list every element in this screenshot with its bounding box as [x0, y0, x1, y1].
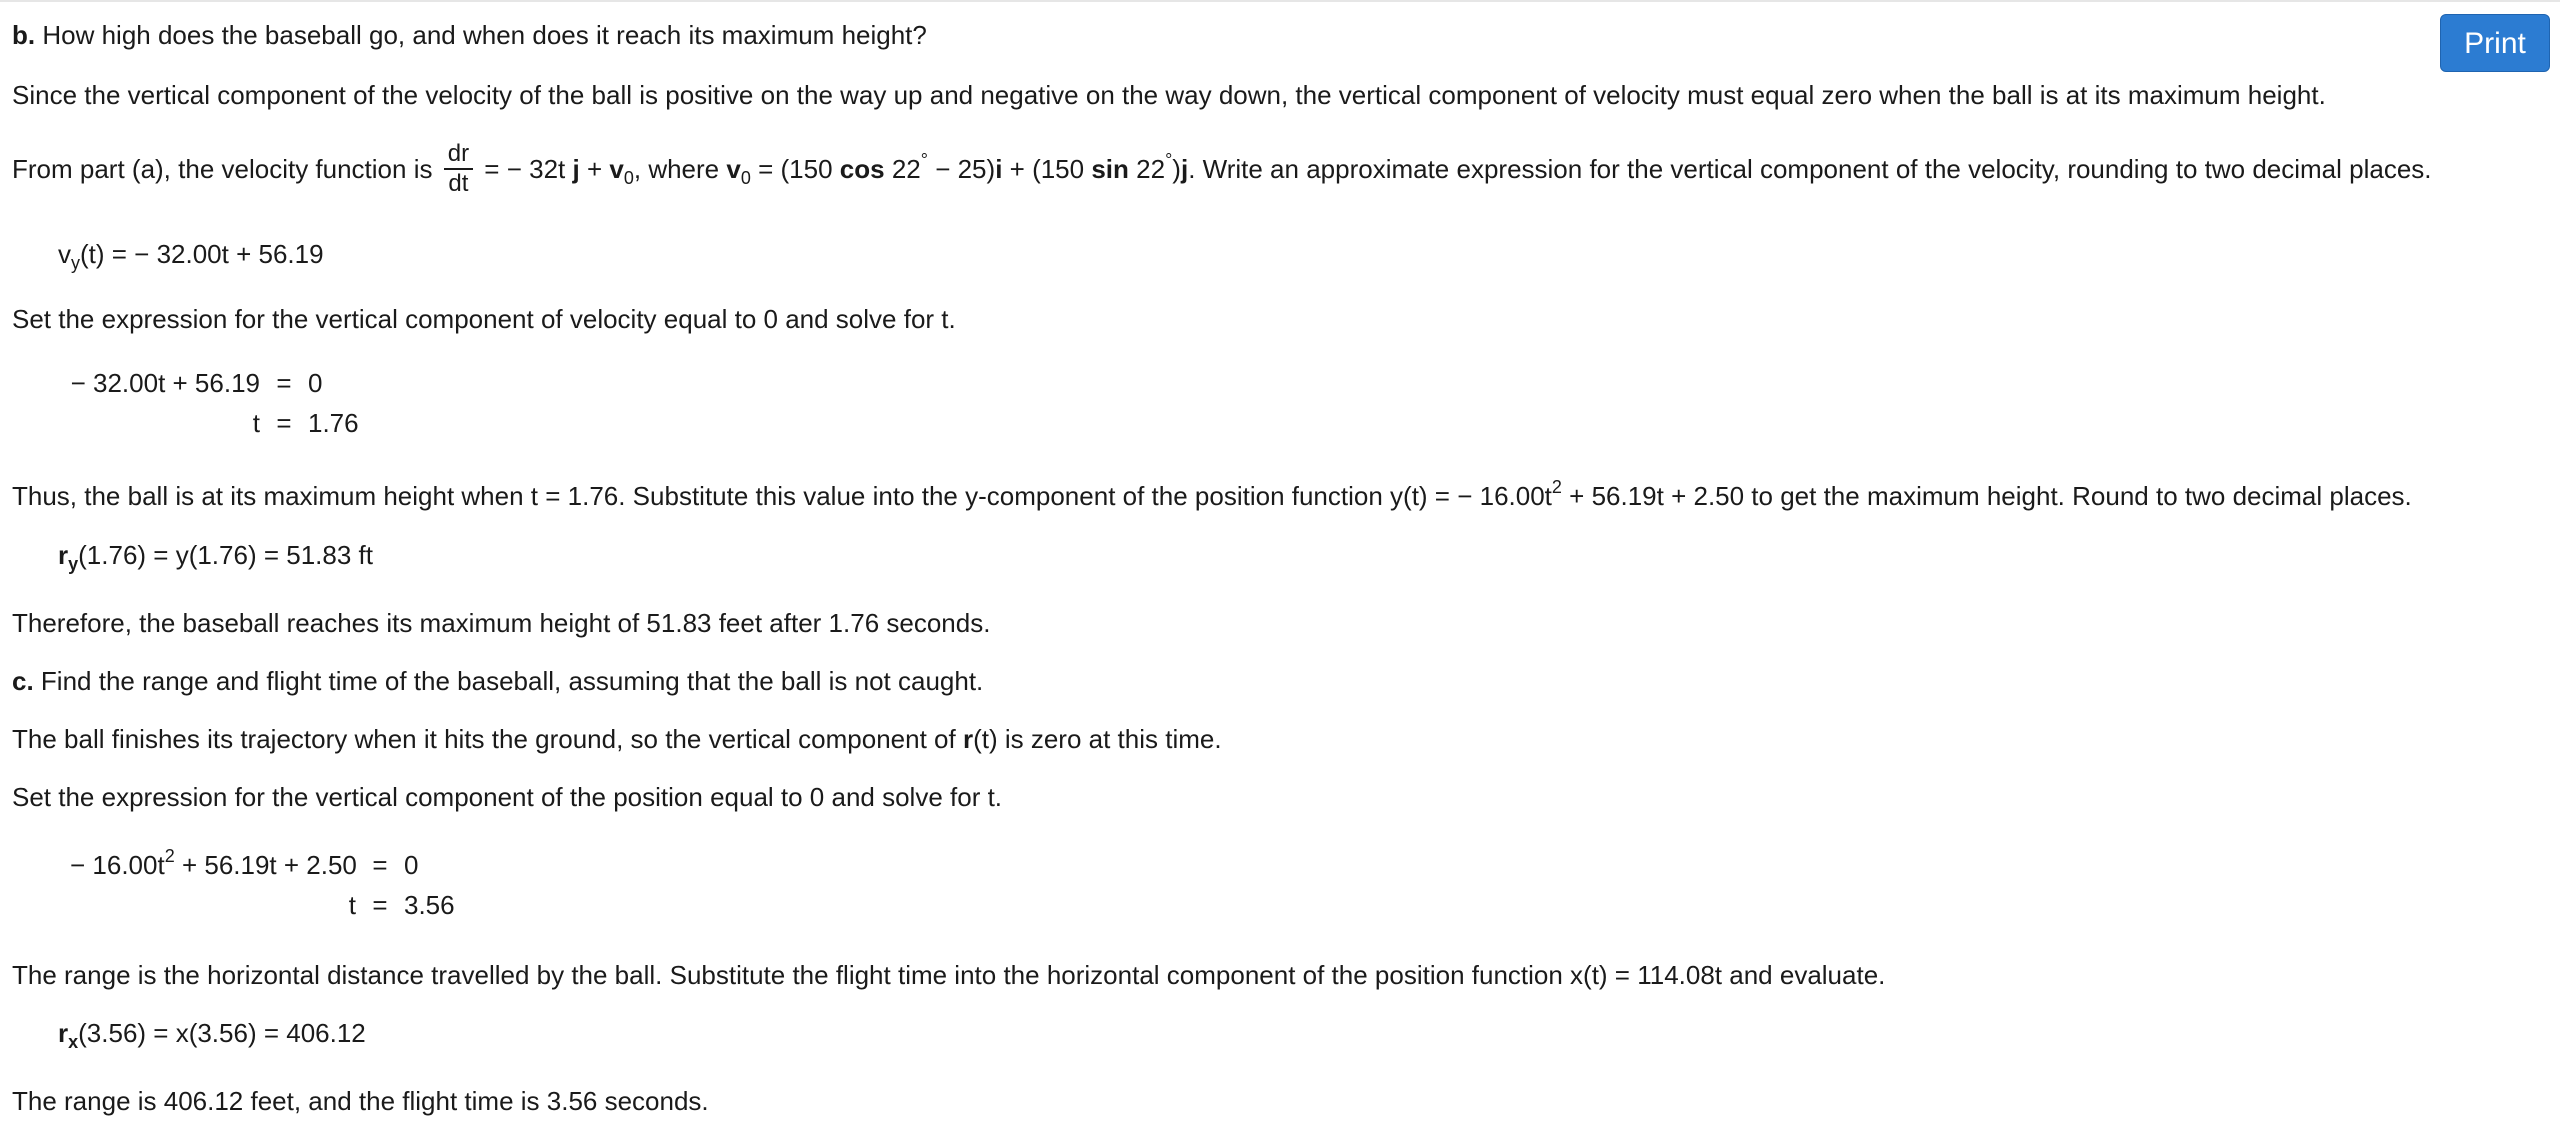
ry-rhs: (1.76) = y(1.76) = 51.83 ft — [78, 540, 373, 570]
fraction-numerator: dr — [447, 140, 470, 167]
thus-post: + 56.19t + 2.50 to get the maximum height. Round to two decimal places. — [1569, 481, 2412, 511]
thus-superscript: 2 — [1551, 477, 1562, 497]
rx-rhs: (3.56) = x(3.56) = 406.12 — [78, 1018, 366, 1048]
trajectory-finish-line — [12, 722, 1222, 756]
sin-text: sin — [1091, 153, 1129, 184]
solve-c-lhs-1 — [70, 848, 356, 882]
vy-rhs: (t) = − 32.00t + 56.19 — [80, 239, 324, 269]
solve-b-op-2: = — [276, 408, 292, 438]
solve-c-lhs-2: t — [348, 890, 356, 920]
cos-text: cos — [839, 153, 885, 184]
solve-c-lhs-post: + 56.19t + 2.50 — [181, 850, 357, 880]
solve-b-lhs-1: − 32.00t + 56.19 — [70, 368, 260, 398]
fraction-denominator: dt — [444, 168, 473, 198]
rx-r: r — [58, 1018, 69, 1048]
solve-c-lhs-sup: 2 — [164, 846, 175, 866]
part-b-intro: Since the vertical component of the velocity of the ball is positive on the way up and negative on the way down, the vertical component of velocity must equal zero when the ball is at its maximum height. — [12, 80, 2326, 110]
where-text: , where — [633, 153, 720, 184]
solve-c-lhs-pre: − 16.00t — [70, 850, 165, 880]
thus-pre: Thus, the ball is at its maximum height when t = 1.76. Substitute this value into the y-component of the position function y(t) = − 16.00t — [12, 481, 1552, 511]
dr-dt-fraction — [444, 140, 473, 198]
vy-subscript: y — [71, 253, 80, 273]
solve-b-rhs-2: 1.76 — [308, 408, 359, 438]
solve-c-op-2: = — [372, 890, 388, 920]
rx-subscript: x — [68, 1032, 79, 1052]
finish-post: (t) is zero at this time. — [973, 724, 1222, 754]
v0-eq: = (150 — [758, 153, 833, 184]
v0-subscript-2: 0 — [740, 167, 751, 188]
v0-subscript: 0 — [623, 167, 634, 188]
velocity-function-line — [12, 142, 2432, 200]
unit-i: i — [995, 153, 1003, 184]
solve-position-equation — [70, 848, 455, 922]
set-velocity-zero: Set the expression for the vertical component of velocity equal to 0 and solve for t. — [12, 304, 956, 334]
unit-j-2: j — [1180, 153, 1189, 184]
solve-b-lhs-2: t — [252, 408, 260, 438]
finish-r: r — [962, 724, 974, 754]
angle-2: 22 — [1136, 153, 1166, 184]
part-c-label: c. — [12, 666, 34, 696]
v0-symbol-2: v — [726, 153, 741, 184]
finish-pre: The ball finishes its trajectory when it hits the ground, so the vertical component of — [12, 724, 956, 754]
velocity-from-part: From part (a), the velocity function is — [12, 153, 433, 184]
close-paren: ) — [1172, 153, 1181, 184]
rx-expression — [58, 1016, 366, 1050]
solve-b-rhs-1: 0 — [308, 368, 323, 398]
degree-1: ° — [920, 149, 928, 170]
angle-1: 22 — [891, 153, 921, 184]
solve-velocity-equation — [70, 366, 359, 440]
v0-symbol: v — [609, 153, 624, 184]
ry-subscript: y — [68, 554, 79, 574]
part-b-question-text: How high does the baseball go, and when does it reach its maximum height? — [42, 20, 927, 50]
thus-max-height-line — [12, 479, 2412, 513]
ry-expression — [58, 538, 373, 572]
plus-sign: + — [586, 153, 603, 184]
solve-b-op-1: = — [276, 368, 292, 398]
unit-j: j — [572, 153, 580, 184]
plus-150: + (150 — [1009, 153, 1085, 184]
solve-c-rhs-2: 3.56 — [404, 890, 455, 920]
degree-2: ° — [1165, 149, 1173, 170]
velocity-eq: = − 32t — [484, 153, 566, 184]
solve-c-rhs-1: 0 — [404, 850, 419, 880]
ry-r: r — [58, 540, 69, 570]
solve-c-op-1: = — [372, 850, 388, 880]
range-conclusion: The range is 406.12 feet, and the flight time is 3.56 seconds. — [12, 1086, 709, 1116]
set-position-zero: Set the expression for the vertical component of the position equal to 0 and solve for t. — [12, 782, 1003, 812]
velocity-rest: . Write an approximate expression for the vertical component of the velocity, rounding to two decimal places. — [1188, 153, 2432, 184]
part-b-label: b. — [12, 20, 36, 50]
part-c-question-text: Find the range and flight time of the baseball, assuming that the ball is not caught. — [40, 666, 984, 696]
part-b-question — [12, 18, 927, 52]
vy-expression — [58, 237, 324, 271]
print-button[interactable]: Print — [2440, 14, 2550, 72]
max-height-conclusion: Therefore, the baseball reaches its maximum height of 51.83 feet after 1.76 seconds. — [12, 608, 991, 638]
minus-25: − 25) — [935, 153, 996, 184]
vy-v: v — [58, 239, 71, 269]
range-explanation: The range is the horizontal distance travelled by the ball. Substitute the flight time into the horizontal component of the position function x(t) = 114.08t and evaluate. — [12, 960, 1886, 990]
part-c-question — [12, 664, 983, 698]
